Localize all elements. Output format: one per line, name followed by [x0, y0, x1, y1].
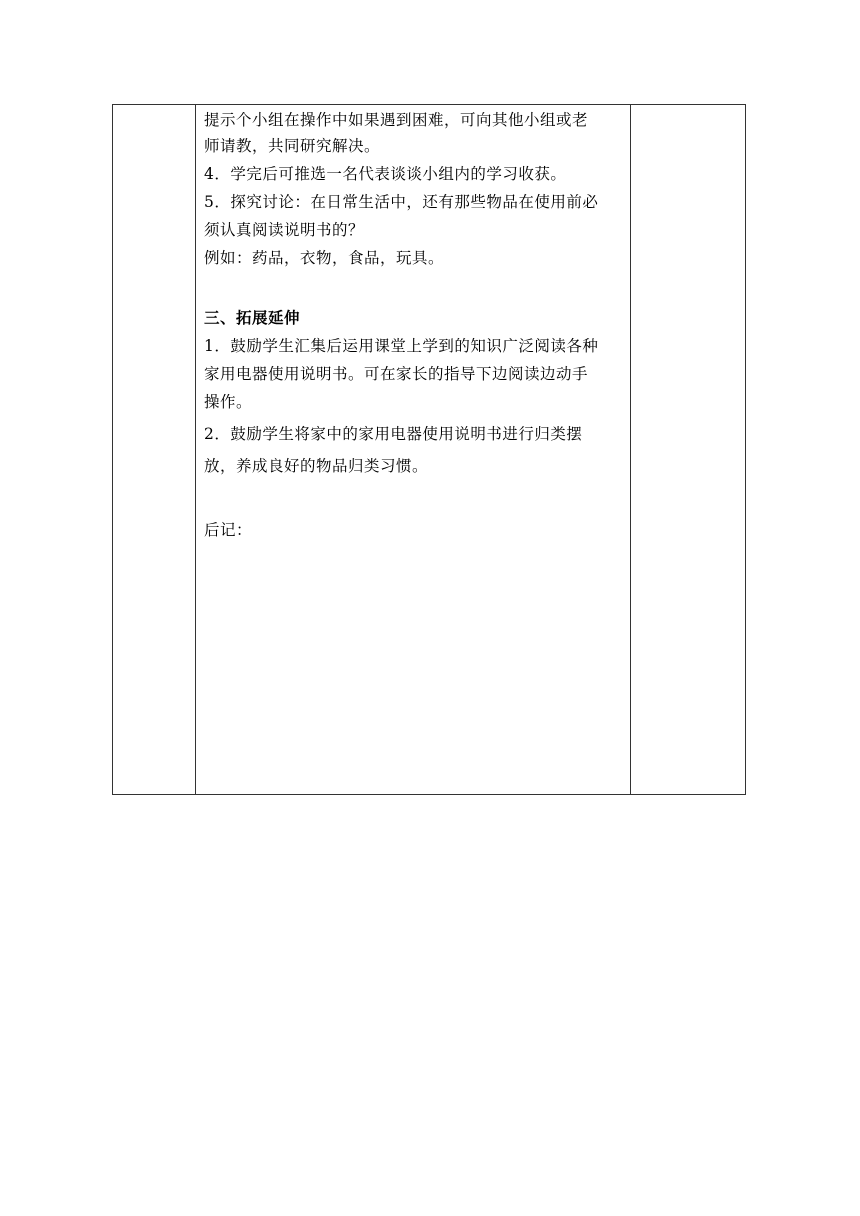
paragraph-line: 4．学完后可推选一名代表谈谈小组内的学习收获。 — [204, 165, 567, 183]
table-column-divider-right — [630, 104, 631, 795]
paragraph-line: 放，养成良好的物品归类习惯。 — [204, 457, 429, 475]
paragraph-line: 2．鼓励学生将家中的家用电器使用说明书进行归类摆 — [204, 425, 583, 443]
paragraph-line: 师请教，共同研究解决。 — [204, 137, 381, 155]
paragraph-line: 1．鼓励学生汇集后运用课堂上学到的知识广泛阅读各种 — [204, 337, 599, 355]
paragraph-line: 5．探究讨论：在日常生活中，还有那些物品在使用前必 — [204, 193, 599, 211]
afterword-label: 后记： — [204, 521, 253, 539]
paragraph-line: 须认真阅读说明书的？ — [204, 221, 365, 239]
paragraph-line: 例如：药品，衣物，食品，玩具。 — [204, 249, 445, 267]
paragraph-line: 操作。 — [204, 393, 253, 411]
table-column-divider-left — [195, 104, 196, 795]
paragraph-line: 家用电器使用说明书。可在家长的指导下边阅读边动手 — [204, 365, 589, 383]
paragraph-line: 提示个小组在操作中如果遇到困难，可向其他小组或老 — [204, 111, 589, 129]
section-heading: 三、拓展延伸 — [204, 309, 301, 327]
